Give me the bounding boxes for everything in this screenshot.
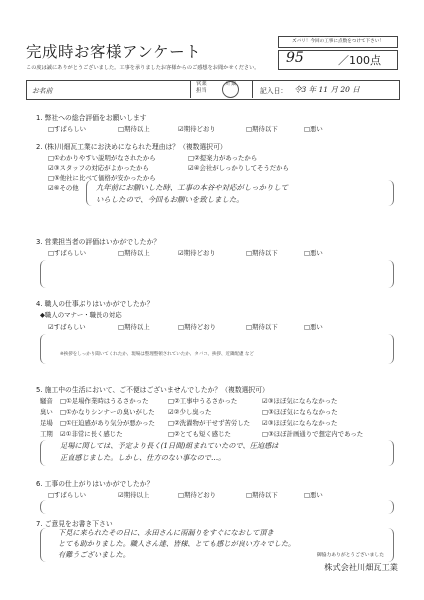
q2-option[interactable]: □②提案力があったから: [188, 154, 258, 162]
thanks-text: 御協力ありがとうございました: [316, 553, 384, 558]
q4-note: ※挨拶をしっかり聞いてくれたか、現場は整理整頓されていたか、タバコ、挨拶、近隣配慮 など: [60, 352, 254, 357]
q2-option[interactable]: □⑤他社に比べて価格が安かったから: [48, 174, 156, 182]
q5-option[interactable]: ☑③ほぼ気にならなかった: [262, 419, 338, 427]
q5-option[interactable]: □③ほぼ気にならなかった: [262, 408, 338, 416]
company-name: 株式会社川畑瓦工業: [324, 562, 398, 572]
q4-option[interactable]: □悪い: [304, 323, 323, 331]
q2-answer-line[interactable]: いらしたので、今回もお願いを致しました。: [96, 195, 244, 204]
q4-option[interactable]: □期待以下: [246, 323, 278, 331]
q5-row-label: 臭い: [40, 408, 53, 416]
page-title: 完成時お客様アンケート: [26, 43, 202, 61]
q3-option[interactable]: □悪い: [304, 249, 323, 257]
q2-option[interactable]: ☑③スタッフの対応がよかったから: [48, 164, 149, 172]
staff-label: [196, 81, 207, 95]
q6-option[interactable]: □すばらしい: [48, 491, 86, 499]
q6-answer-bracket: [40, 500, 394, 514]
q5-row-label: 足場: [40, 419, 53, 427]
q3-question: 3. 営業担当者の評価はいかがでしたか？: [36, 238, 161, 246]
q5-row-label: 工期: [40, 430, 53, 438]
q7-answer-line[interactable]: 有難うございました。: [58, 550, 130, 559]
q4-answer-bracket: [40, 334, 394, 364]
q4-option[interactable]: □期待どおり: [178, 323, 216, 331]
q6-question: 6. 工事の仕上がりはいかがでしたか？: [36, 480, 154, 488]
q4-subheading: ◆職人のマナー・職長の対応: [40, 311, 122, 319]
q5-answer-line[interactable]: 正直感じました。しかし、仕方のない事なので…。: [60, 453, 226, 462]
q2-option[interactable]: ☑④会社がしっかりしてそうだから: [188, 164, 289, 172]
q5-option[interactable]: □①圧迫感があり気分が悪かった: [60, 419, 155, 427]
q2-question: 2. (株)川畑瓦工業にお決めになられた理由は？（複数選択可）: [36, 143, 227, 151]
q7-answer-line[interactable]: とても助かりました。職人さん達、皆様、とても感じが良い方々でした。: [58, 539, 296, 548]
q5-option[interactable]: □②洗濯物が干せず苦労した: [168, 419, 251, 427]
date-label: 記入日：: [260, 87, 288, 95]
q4-option[interactable]: □期待以上: [118, 323, 150, 331]
date-value[interactable]: 令3 年 11 月 20 日: [294, 85, 360, 94]
q3-option[interactable]: □期待以下: [246, 249, 278, 257]
q5-question: 5. 施工中の生活において、ご不便はございませんでしたか？（複数選択可）: [36, 386, 269, 394]
q7-question: 7. ご意見をお書き下さい: [36, 520, 113, 528]
name-label: お名前: [32, 87, 53, 95]
q4-option[interactable]: ☑すばらしい: [48, 323, 86, 331]
q6-option[interactable]: □悪い: [304, 491, 323, 499]
q1-option[interactable]: □期待以上: [118, 125, 150, 133]
q5-option[interactable]: □①かなりシンナーの臭いがした: [60, 408, 155, 416]
q5-option[interactable]: □①足場作業時はうるさかった: [60, 397, 149, 405]
score-prompt: ズバリ！今回の工事に点数をつけて下さい！: [278, 36, 398, 48]
q5-option[interactable]: □②とても短く感じた: [168, 430, 231, 438]
intro-text: この度は誠にありがとうございました。工事を承りましたお客様からのご感想をお聞かせください。: [26, 65, 260, 71]
staff-label-2: 担当: [196, 88, 207, 94]
q3-answer-bracket: [40, 260, 394, 288]
q1-option[interactable]: □すばらしい: [48, 125, 86, 133]
q1-option[interactable]: □悪い: [304, 125, 323, 133]
q1-question: 1. 弊社への総合評価をお願いします: [36, 114, 147, 122]
q3-option[interactable]: □期待以上: [118, 249, 150, 257]
divider: [190, 80, 191, 98]
q2-answer-line[interactable]: 九年前にお願いした時、工事の本谷や対応がしっかりして: [96, 183, 289, 192]
score-unit: ／100点: [338, 54, 381, 67]
score-value[interactable]: 95: [286, 50, 304, 66]
q5-option[interactable]: □②工事中うるさかった: [168, 397, 238, 405]
q2-option[interactable]: ☑⑥その他: [48, 184, 79, 192]
q6-option[interactable]: □期待どおり: [178, 491, 216, 499]
q3-option[interactable]: ☑期待どおり: [178, 249, 216, 257]
q6-option[interactable]: ☑期待以上: [118, 491, 150, 499]
q5-row-label: 騒音: [40, 397, 53, 405]
q2-option[interactable]: □①わかりやすい説明がなされたから: [48, 154, 156, 162]
q1-option[interactable]: ☑期待どおり: [178, 125, 216, 133]
q5-option[interactable]: ☑①非常に長く感じた: [60, 430, 123, 438]
q5-answer-line[interactable]: 足場に関しては、予定より長く(1日間)組まれていたので、圧迫感は: [60, 441, 279, 450]
staff-stamp: 川 畑: [222, 81, 239, 98]
divider: [252, 80, 253, 98]
q6-option[interactable]: □期待以下: [246, 491, 278, 499]
q3-option[interactable]: □すばらしい: [48, 249, 86, 257]
q7-answer-line[interactable]: 下見に来られたその日に、永田さんに雨漏りをすぐになおして頂き: [58, 528, 274, 537]
q4-question: 4. 職人の仕事ぶりはいかがでしたか？: [36, 300, 154, 308]
q5-option[interactable]: □③ほぼ計画通りで想定内であった: [262, 430, 364, 438]
q5-option[interactable]: ☑②少し臭った: [168, 408, 212, 416]
q1-option[interactable]: □期待以下: [246, 125, 278, 133]
staff-label-1: 営業: [196, 81, 207, 87]
q5-option[interactable]: ☑③ほぼ気にならなかった: [262, 397, 338, 405]
